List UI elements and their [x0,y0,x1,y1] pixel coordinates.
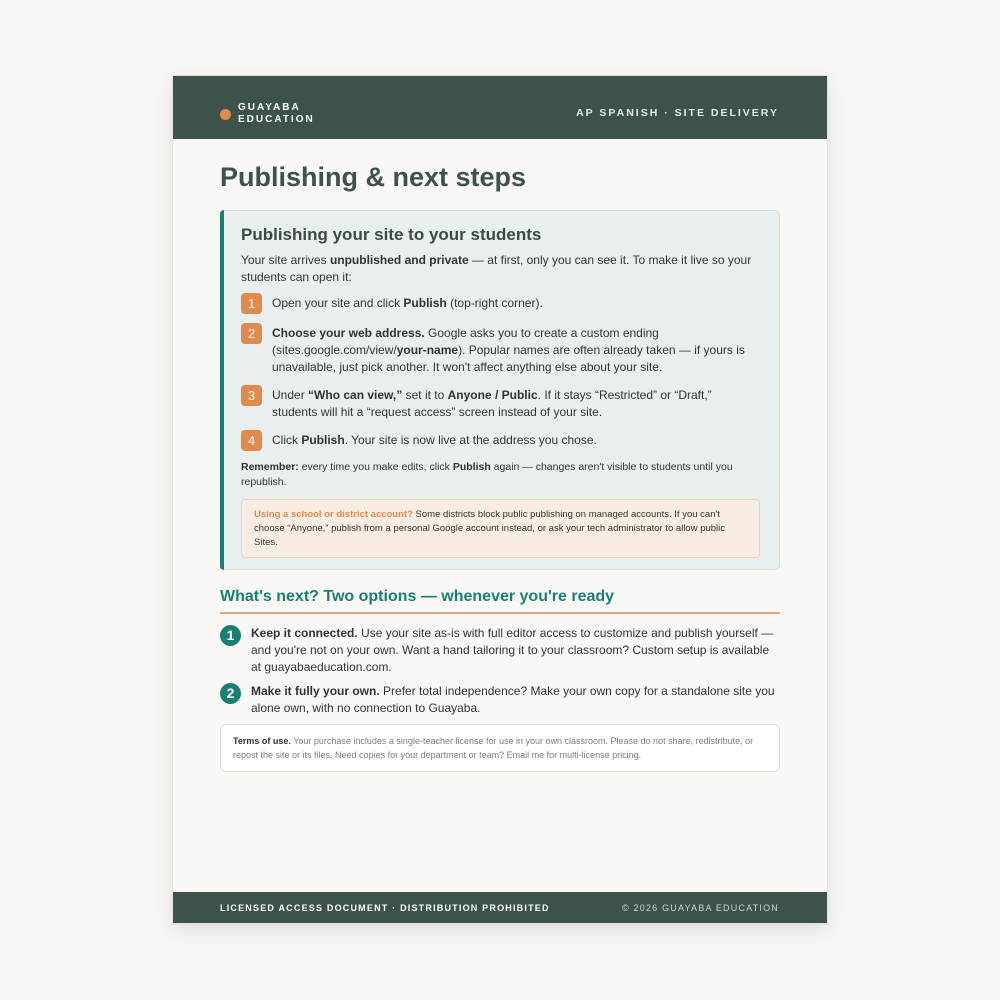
step-text-part: Google asks you to create a custom ending (sites.google.com/view/ [272,326,659,357]
step-text [272,430,597,449]
footer-license-notice: LICENSED ACCESS DOCUMENT · DISTRIBUTION PROHIBITED [220,903,550,913]
brand [220,102,315,126]
step-number-badge: 1 [241,293,262,314]
option-body: Use your site as-is with full editor access to customize and publish yourself — and you're not on your own. Want a hand tailoring it to your classroom? Custom setup is available at guayabaeducation.com. [251,626,774,674]
callout-text: Some districts block public publishing on managed accounts. If you can't choose “Anyone,” publish from a personal Google account instead, or ask your tech administrator to allow public Sites. [254,509,726,548]
option-body: Prefer total independence? Make your own copy for a standalone site you alone own, with no connection to Guayaba. [251,684,775,715]
intro-text: Your site arrives [241,253,330,267]
remember-text: every time you make edits, click [298,461,453,473]
step-bold-part: Publish [301,433,345,447]
option-number-badge: 1 [220,625,241,646]
publishing-card [220,210,780,570]
terms-text: Your purchase includes a single-teacher license for use in your own classroom. Please do not share, redistribute, or repost the site or its files. Need copies for your department or team? Email me for multi-license pricing. [233,736,754,760]
step-number-badge: 3 [241,385,262,406]
step-bold-part: your-name [396,343,459,357]
intro-bold: unpublished and private [329,253,469,267]
step-4 [241,430,760,451]
step-number-badge: 4 [241,430,262,451]
remember-note [241,460,760,490]
page-header [173,76,827,139]
step-text [272,293,543,312]
option-bold: Make it fully your own. [251,684,380,698]
publishing-heading: Publishing your site to your students [241,225,542,244]
step-text-part: Under [272,388,309,402]
brand-line-1: GUAYABA [238,102,301,113]
intro-text-2: — at first, only you can see it. To make it live so your students can open it: [241,253,752,284]
option-bold: Keep it connected. [251,626,358,640]
option-1 [220,625,780,676]
step-text-part: ). Popular names are often already taken — if yours is unavailable, just pick another. It won't affect anything else about your site. [272,343,745,374]
step-text-part: set it to [402,388,448,402]
publishing-intro [241,252,760,286]
header-course-label: AP SPANISH · SITE DELIVERY [576,107,779,119]
remember-bold: Publish [452,461,491,473]
step-bold-part: Anyone / Public [447,388,538,402]
brand-dot-icon [220,109,231,120]
option-number-badge: 2 [220,683,241,704]
option-2 [220,683,780,717]
step-text-part: Click [272,433,302,447]
step-bold-part: Publish [403,296,447,310]
page-title: Publishing & next steps [220,162,527,192]
step-number-badge: 2 [241,323,262,344]
step-1 [241,293,760,314]
step-text [272,323,760,376]
page-footer [173,892,827,923]
page-content [220,139,780,772]
step-3 [241,385,760,421]
next-options [220,625,780,717]
step-text-part: . Your site is now live at the address you chose. [344,433,597,447]
step-bold-part: Choose your web address. [272,326,425,340]
step-2 [241,323,760,376]
next-steps-heading: What's next? Two options — whenever you're ready [220,587,780,614]
brand-name [238,102,315,126]
option-text [251,625,780,676]
step-bold-part: “Who can view,” [308,388,403,402]
school-account-callout [241,499,760,558]
terms-label: Terms of use. [233,736,291,746]
document-page [173,76,827,923]
brand-line-2: EDUCATION [238,114,315,125]
step-text-part: Open your site and click [272,296,404,310]
terms-of-use-box [220,724,780,772]
step-text [272,385,760,421]
step-text-part: . If it stays “Restricted” or “Draft,” students will hit a “request access” screen instead of your site. [272,388,712,419]
remember-label: Remember: [241,461,299,473]
callout-lead: Using a school or district account? [254,509,413,520]
step-text-part: (top-right corner). [446,296,543,310]
remember-text-2: again — changes aren't visible to students until you republish. [241,461,733,488]
option-text [251,683,780,717]
footer-copyright: © 2026 GUAYABA EDUCATION [622,903,779,913]
publish-steps [241,293,760,451]
card-accent-bar [220,210,224,570]
